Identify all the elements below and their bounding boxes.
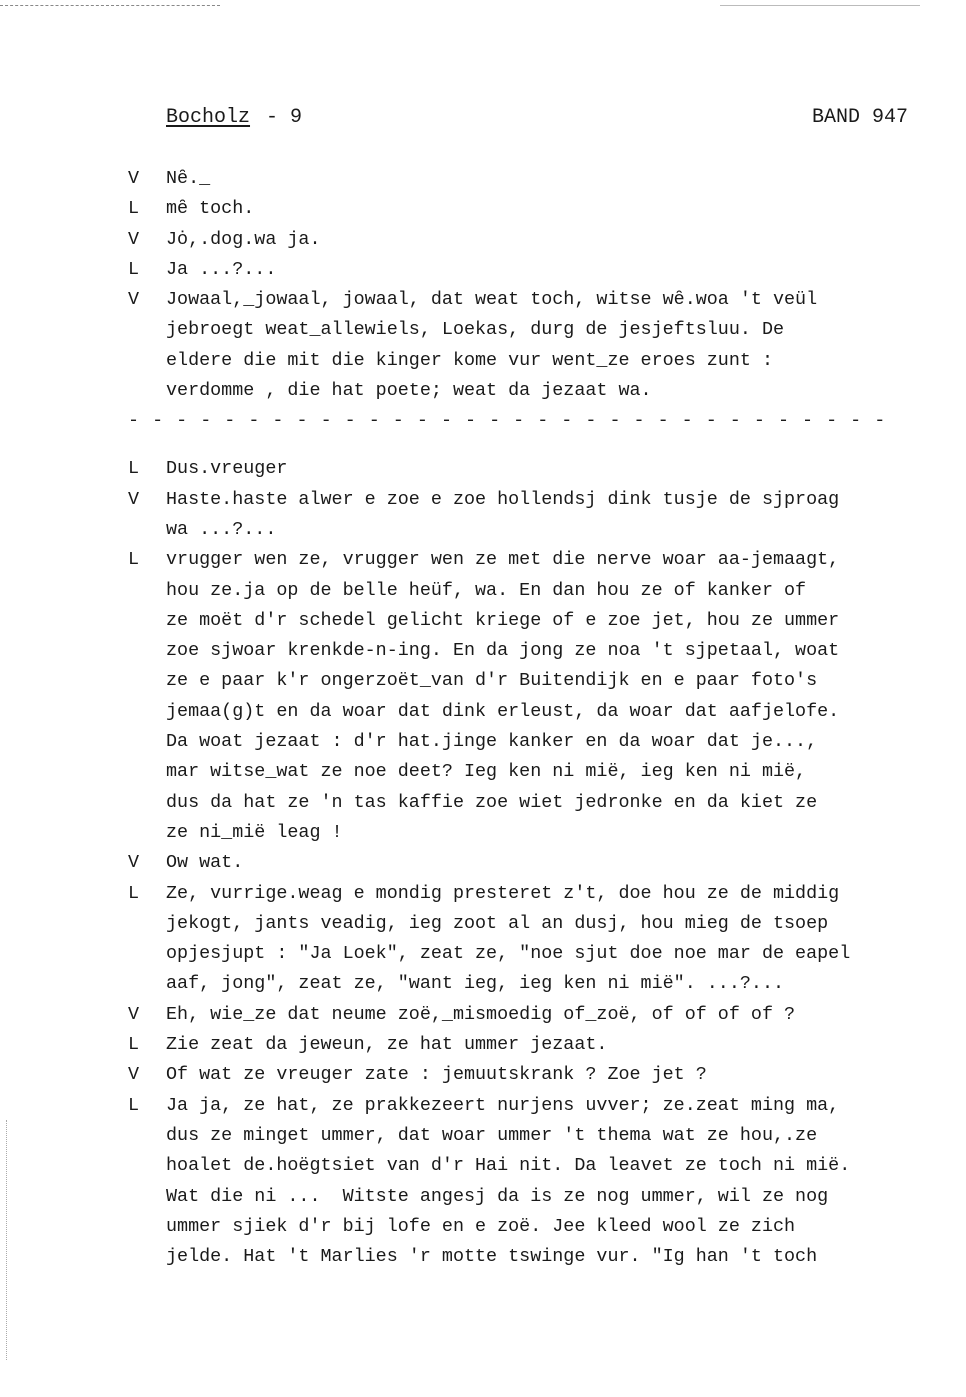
page-header	[166, 106, 908, 136]
utterance-text: eldere die mit die kinger kome vur went_ze eroes zunt :	[166, 349, 773, 371]
utterance-text: Haste.haste alwer e zoe e zoe hollendsj dink tusje de sjproag	[166, 488, 840, 510]
utterance-text: vrugger wen ze, vrugger wen ze met die nerve woar aa-jemaagt,	[166, 549, 840, 571]
transcript-line	[128, 255, 940, 285]
speaker-label: V	[128, 1064, 140, 1086]
transcript-line	[128, 666, 940, 696]
utterance-text: Jȯ,.dog.wa ja.	[166, 228, 321, 250]
transcript-line	[128, 225, 940, 255]
utterance-text: Ja ...?...	[166, 258, 277, 280]
transcript-line	[128, 194, 940, 224]
utterance-text: dus ze minget ummer, dat woar ummer 't thema wat ze hou,.ze	[166, 1124, 818, 1146]
utterance-text: hoalet de.hoёgtsiet van d'r Hai nit. Da leavet ze toch ni miё.	[166, 1155, 851, 1177]
utterance-text: aaf, jong", zeat ze, "want ieg, ieg ken ni miё". ...?...	[166, 973, 785, 995]
transcript-line	[128, 454, 940, 484]
speaker-label: L	[128, 258, 140, 280]
transcript-line	[128, 697, 940, 727]
transcript-line	[128, 636, 940, 666]
transcript-line	[128, 1030, 940, 1060]
utterance-text: jekogt, jants veadig, ieg zoot al an dusj, hou mieg de tsoep	[166, 912, 829, 934]
speaker-turn	[128, 454, 940, 484]
transcript-line	[128, 909, 940, 939]
speaker-label: L	[128, 198, 140, 220]
transcript-line	[128, 576, 940, 606]
utterance-text: Jowaal,_jowaal, jowaal, dat weat toch, witse wȇ.woa 't veül	[166, 289, 818, 311]
utterance-text: Zie zeat da jeweun, ze hat ummer jezaat.	[166, 1034, 608, 1056]
transcript-line	[128, 848, 940, 878]
transcript-line	[128, 1242, 940, 1272]
transcript-line	[128, 285, 940, 315]
transcript-line	[128, 727, 940, 757]
page-number: - 9	[266, 106, 303, 129]
speaker-turn	[128, 164, 940, 194]
utterance-text: zoe sjwoar krenkde-n-ing. En da jong ze noa 't sjpetaal, woat	[166, 640, 840, 662]
speaker-turn	[128, 285, 940, 406]
speaker-turn	[128, 485, 940, 546]
utterance-text: opjesjupt : "Ja Loek", zeat ze, "noe sjut doe noe mar de eapel	[166, 943, 851, 965]
transcript-line	[128, 376, 940, 406]
utterance-text: jebroegt weat_allewiels, Loekas, durg de jesjeftsluu. De	[166, 319, 785, 341]
transcript-line	[128, 606, 940, 636]
utterance-text: ze moët d'r schedel gelicht kriege of e zoe jet, hou ze ummer	[166, 609, 840, 631]
speaker-label: L	[128, 1094, 140, 1116]
utterance-text: ze e paar k'r ongerzoët_van d'r Buitendijk en e paar foto's	[166, 670, 818, 692]
transcript-line	[128, 1212, 940, 1242]
speaker-label: V	[128, 1003, 140, 1025]
speaker-turn	[128, 225, 940, 255]
transcript-line	[128, 939, 940, 969]
speaker-label: L	[128, 1034, 140, 1056]
transcript-line	[128, 1000, 940, 1030]
utterance-text: Dus.vreuger	[166, 458, 288, 480]
left-margin-mark	[6, 1120, 8, 1360]
transcript-line	[128, 1091, 940, 1121]
utterance-text: dus da hat ze 'n tas kaffie zoe wiet jedronke en da kiet ze	[166, 791, 818, 813]
speaker-turn	[128, 1000, 940, 1030]
speaker-turn	[128, 1030, 940, 1060]
speaker-turn	[128, 194, 940, 224]
utterance-text: Eh, wie_ze dat neume zoё,_mismoedig of_zoё, of of of of ?	[166, 1003, 796, 1025]
speaker-turn	[128, 848, 940, 878]
place-name: Bocholz	[166, 106, 251, 129]
transcript-line	[128, 1151, 940, 1181]
transcript-line	[128, 1060, 940, 1090]
section-separator	[128, 406, 940, 454]
speaker-turn	[128, 255, 940, 285]
transcript-line	[128, 545, 940, 575]
transcript-line	[128, 346, 940, 376]
transcript-line	[128, 164, 940, 194]
transcript-line	[128, 315, 940, 345]
transcript-line	[128, 757, 940, 787]
speaker-label: L	[128, 549, 140, 571]
utterance-text: jelde. Hat 't Marlies 'r motte tswinge vur. "Ig han 't toch	[166, 1246, 818, 1268]
utterance-text: Da woat jezaat : d'r hat.jinge kanker en da woar dat je...,	[166, 731, 818, 753]
transcript-line	[128, 879, 940, 909]
utterance-text: Of wat ze vreuger zate : jemuutskrank ? Zoe jet ?	[166, 1064, 707, 1086]
utterance-text: ze ni_miё leag !	[166, 821, 343, 843]
utterance-text: ummer sjiek d'r bij lofe en e zoё. Jee kleed wool ze zich	[166, 1215, 796, 1237]
utterance-text: Wat die ni ... Witste angesj da is ze nog ummer, wil ze nog	[166, 1185, 829, 1207]
speaker-label: L	[128, 882, 140, 904]
transcript-line	[128, 788, 940, 818]
transcript-line	[128, 1121, 940, 1151]
utterance-text: mȇ toch.	[166, 198, 255, 220]
utterance-text: jemaa(g)t en da woar dat dink erleust, da woar dat aafjelofe.	[166, 700, 840, 722]
speaker-label: V	[128, 228, 140, 250]
speaker-turn	[128, 545, 940, 848]
speaker-turn	[128, 1091, 940, 1273]
utterance-text: mar witse_wat ze noe deet? Ieg ken ni miё, ieg ken ni miё,	[166, 761, 807, 783]
transcript-body	[128, 164, 940, 1272]
utterance-text: Nȇ._	[166, 168, 211, 189]
transcript-line	[128, 515, 940, 545]
utterance-text: Ow wat.	[166, 852, 244, 874]
band-number: BAND 947	[811, 106, 908, 129]
speaker-turn	[128, 1060, 940, 1090]
transcript-line	[128, 818, 940, 848]
utterance-text: hou ze.ja op de belle heüf, wa. En dan hou ze of kanker of	[166, 579, 807, 601]
page-top-edge-mark	[0, 5, 220, 6]
transcript-line	[128, 1182, 940, 1212]
utterance-text: wa ...?...	[166, 518, 277, 540]
utterance-text: Ja ja, ze hat, ze prakkezeert nurjens uvver; ze.zeat ming ma,	[166, 1094, 840, 1116]
speaker-label: V	[128, 289, 140, 311]
transcript-line	[128, 969, 940, 999]
page-top-edge-line	[720, 5, 920, 6]
transcript-block-2	[128, 454, 940, 1272]
speaker-label: V	[128, 488, 140, 510]
speaker-label: V	[128, 852, 140, 874]
dashed-separator-line: - - - - - - - - - - - - - - - - - - - - - - - - - - - - - - - -	[128, 410, 887, 432]
transcript-block-1	[128, 164, 940, 406]
transcript-line	[128, 485, 940, 515]
utterance-text: Ze, vurrige.weag e mondig presteret z't, doe hou ze de middig	[166, 882, 840, 904]
speaker-label: L	[128, 458, 140, 480]
speaker-label: V	[128, 168, 140, 189]
utterance-text: verdomme , die hat poete; weat da jezaat wa.	[166, 380, 652, 402]
speaker-turn	[128, 879, 940, 1000]
